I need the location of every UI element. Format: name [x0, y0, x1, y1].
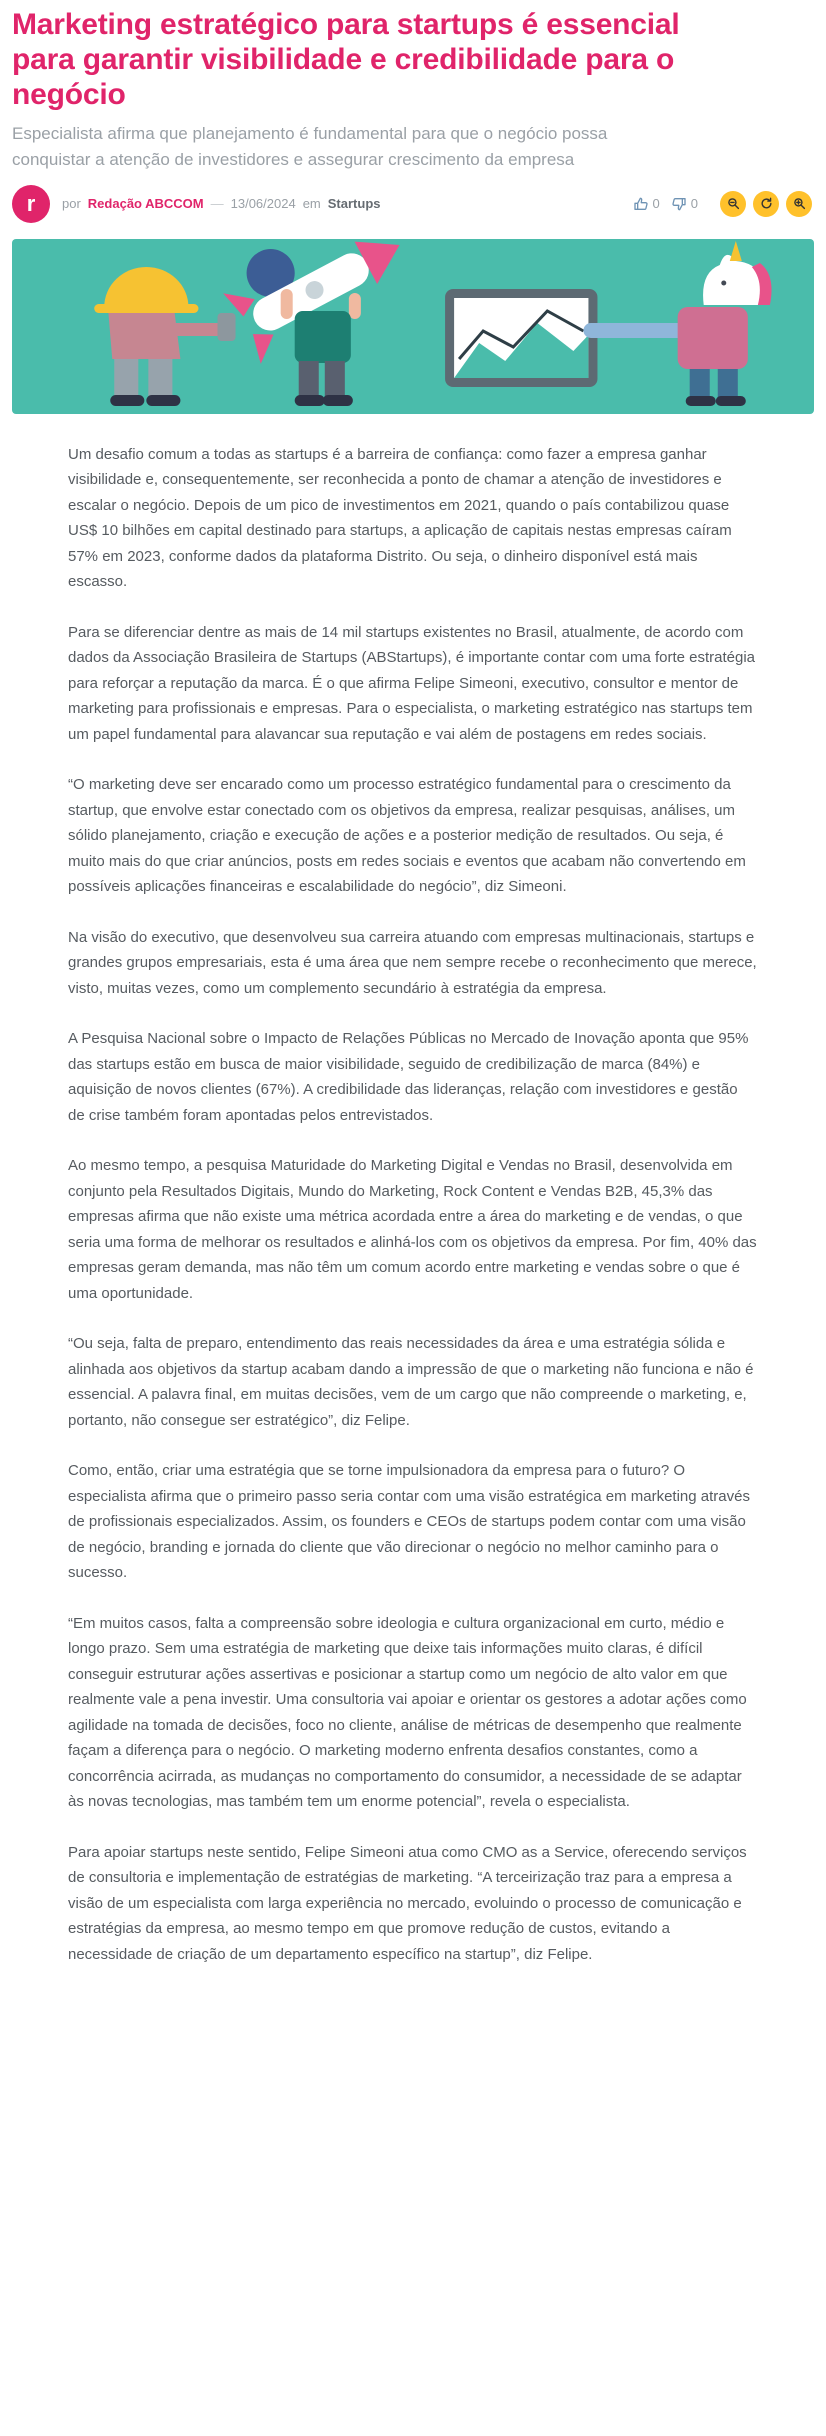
category-link[interactable]: Startups [327, 196, 381, 212]
article-paragraph: “Em muitos casos, falta a compreensão sobre ideologia e cultura organizacional em curto, médio e longo prazo. Sem uma estratégia de marketing que deixe tais informações muito claras, é difícil conseguir estruturar ações assertivas e posicionar a startup como um negócio de alto valor em que realmente vale a pena investir. Uma consultoria vai apoiar e orientar os gestores a adotar ações como agilidade na tomada de decisões, foco no cliente, análise de métricas de desempenho que realmente façam a diferença para o negócio. O marketing moderno enfrenta desafios constantes, como a concorrência acirrada, as mudanças no comportamento do consumidor, a necessidade de se adaptar às novas tecnologias, mas também tem um enorme potencial”, revela o especialista. [68, 1614, 747, 1811]
avatar-letter: r [26, 190, 36, 216]
font-reset-button[interactable] [753, 191, 779, 217]
byline-author-group [12, 185, 631, 223]
article-paragraph: Ao mesmo tempo, a pesquisa Maturidade do Marketing Digital e Vendas no Brasil, desenvolvida em conjunto pela Resultados Digitais, Mundo do Marketing, Rock Content e Vendas B2B, 45,3% das empresas afirma que não existe uma métrica acordada entre a área do marketing e de vendas, o que seria uma forma de melhorar os resultados e alinhá-los com os objetivos da empresa. Por fim, 40% das empresas geram demanda, mas não têm um comum acordo entre marketing e vendas sobre o que é uma oportunidade. [68, 1157, 757, 1302]
publish-date: 13/06/2024 [230, 196, 296, 212]
article-paragraph: “Ou seja, falta de preparo, entendimento das reais necessidades da área e uma estratégia sólida e alinhada aos objetivos da startup acabam dando a impressão de que o marketing não funciona e não é essencial. A palavra final, em muitas decisões, vem de um cargo que não compreende o marketing, e, portanto, não consegue ser estratégico”, diz Felipe. [68, 1335, 754, 1429]
dislike-count: 0 [690, 196, 698, 212]
byline-separator: — [210, 196, 224, 212]
article-title: Marketing estratégico para startups é essencial para garantir visibilidade e credibilidade para o negócio [12, 8, 680, 111]
article-paragraph: Para apoiar startups neste sentido, Felipe Simeoni atua como CMO as a Service, oferecendo serviços de consultoria e implementação de estratégias de marketing. “A terceirização traz para a empresa a visão de um especialista com larga experiência no mercado, evoluindo o processo de comunicação e estratégias da empresa, ao mesmo tempo em que promove redução de custos, evitando a necessidade de criação de um departamento específico na startup”, diz Felipe. [68, 1843, 747, 1963]
byline-in-label: em [302, 196, 321, 212]
article-paragraph: A Pesquisa Nacional sobre o Impacto de Relações Públicas no Mercado de Inovação aponta que 95% das startups estão em busca de maior visibilidade, seguido de credibilização de marca (84%) e aquisição de novos clientes (67%). A credibilidade das lideranças, relação com investidores e gestão de crise também foram apontadas pelos entrevistados. [68, 1030, 749, 1124]
startup-illustration [12, 239, 814, 414]
hero-image [12, 239, 814, 414]
article-paragraph: Para se diferenciar dentre as mais de 14 mil startups existentes no Brasil, atualmente, de acordo com dados da Associação Brasileira de Startups (ABStartups), é importante contar com uma forte estratégia para reforçar a reputação da marca. É o que afirma Felipe Simeoni, executivo, consultor e mentor de marketing para profissionais e empresas. Para o especialista, o marketing estratégico nas startups tem um papel fundamental para alavancar sua reputação e vai além de postagens em redes sociais. [68, 623, 756, 743]
refresh-icon [760, 197, 773, 210]
author-link[interactable]: Redação ABCCOM [87, 196, 204, 212]
article-toolbar [631, 191, 814, 217]
byline-prefix: por [62, 196, 81, 212]
article-paragraph: Como, então, criar uma estratégia que se torne impulsionadora da empresa para o futuro? O especialista afirma que o primeiro passo seria contar com uma visão estratégica em marketing através de profissionais especializados. Assim, os founders e CEOs de startups podem contar com uma visão de negócio, branding e jornada do cliente que vão direcionar o negócio no melhor caminho para o sucesso. [68, 1462, 750, 1582]
article-subtitle: Especialista afirma que planejamento é fundamental para que o negócio possa conquistar a atenção de investidores e assegurar crescimento da empresa [12, 124, 608, 169]
article-paragraph: Um desafio comum a todas as startups é a barreira de confiança: como fazer a empresa ganhar visibilidade e, consequentemente, ser reconhecida a ponto de chamar a atenção de investidores e escalar o negócio. Depois de um pico de investimentos em 2021, quando o país contabilizou quase US$ 10 bilhões em capital destinado para startups, a aplicação de capitais nestas empresas caíram 57% em 2023, conforme dados da plataforma Distrito. Ou seja, o dinheiro disponível está mais escasso. [68, 445, 732, 591]
zoom-out-icon [727, 197, 740, 210]
zoom-in-icon [793, 197, 806, 210]
dislike-button[interactable] [669, 194, 700, 214]
font-decrease-button[interactable] [720, 191, 746, 217]
article-body [0, 414, 826, 1968]
author-avatar[interactable] [12, 185, 50, 223]
thumbs-up-icon [633, 196, 649, 212]
article-paragraph: “O marketing deve ser encarado como um processo estratégico fundamental para o crescimento da startup, que envolve estar conectado com os objetivos da empresa, realizar pesquisas, análises, um sólido planejamento, criação e execução de ações e a posterior medição de resultados. Ou seja, é muito mais do que criar anúncios, posts em redes sociais e eventos que acabam não convertendo em possíveis aplicações financeiras e escalabilidade do negócio”, diz Simeoni. [68, 776, 746, 896]
byline [12, 185, 814, 223]
illustration-laptop-chart [445, 289, 597, 387]
article-header [0, 8, 826, 223]
article-paragraph: Na visão do executivo, que desenvolveu sua carreira atuando com empresas multinacionais, startups e grandes grupos empresariais, esta é uma área que nem sempre recebe o reconhecimento que merece, visto, muitas vezes, como um complemento secundário à estratégia da empresa. [68, 928, 757, 997]
font-increase-button[interactable] [786, 191, 812, 217]
like-button[interactable] [631, 194, 662, 214]
like-count: 0 [652, 196, 660, 212]
thumbs-down-icon [671, 196, 687, 212]
